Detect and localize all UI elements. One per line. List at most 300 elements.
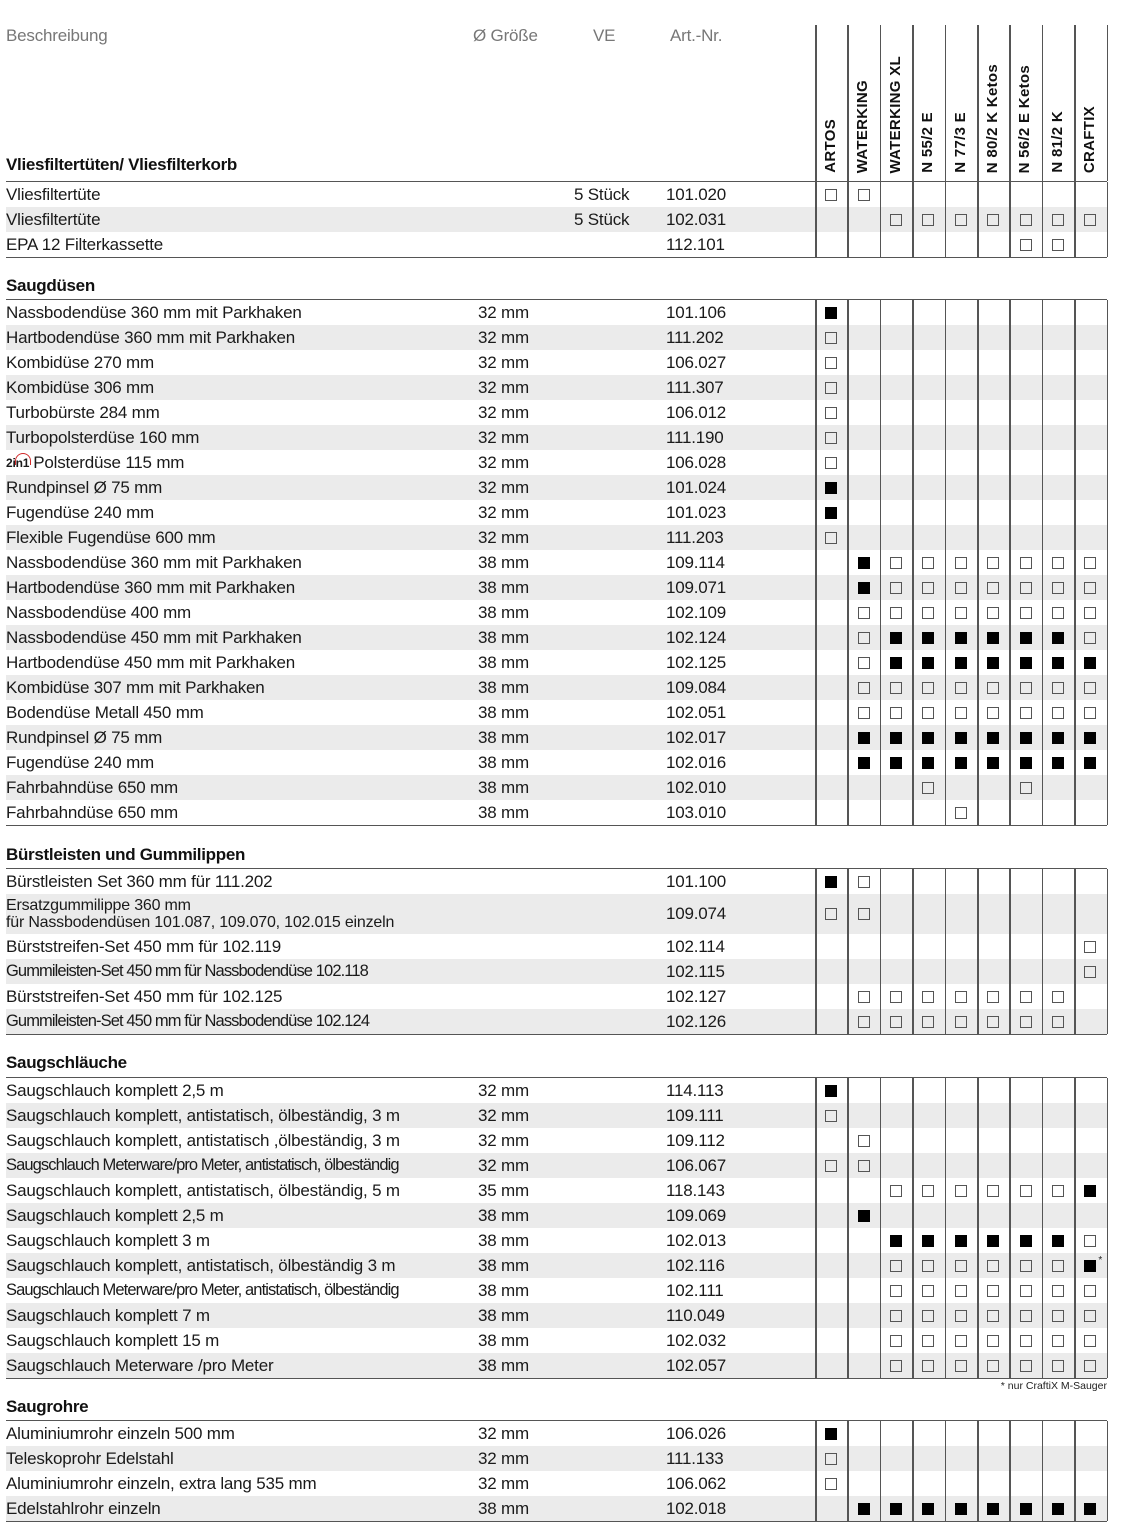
article-number: 112.101 [666,234,725,254]
filled-square-icon-craftix [1084,1254,1103,1272]
article-number: 102.109 [666,602,727,622]
size: 32 mm [478,502,529,522]
article-number: 102.127 [666,986,727,1006]
open-square-icon-craftix [1084,707,1096,719]
filled-square-icon-artos [825,1085,837,1097]
open-square-icon-n-77-3-e [955,1360,967,1372]
column-header-size: Ø Größe [473,26,538,45]
open-square-icon-waterking [858,607,870,619]
section-table-b-rstleisten-und-gummilippen [6,868,1107,1035]
article-number: 101.106 [666,302,727,322]
filled-square-icon-n-77-3-e [955,632,967,644]
open-square-icon-waterking-xl [890,1285,902,1297]
description-text: Bürststreifen-Set 450 mm für 102.125 [6,986,283,1006]
description-text: Nassbodendüse 450 mm mit Parkhaken [6,627,302,647]
open-square-icon-n-81-2-k [1052,682,1064,694]
open-square-icon-n-77-3-e [955,557,967,569]
open-square-icon-waterking-xl [890,1016,902,1028]
compatibility-marks [815,375,1107,400]
description [6,232,163,257]
description-text: Bürstleisten Set 360 mm für 111.202 [6,871,273,891]
filled-square-icon-n-81-2-k [1052,657,1064,669]
filled-square-icon-n-80-2-k-ketos [987,632,999,644]
description-text: Saugschlauch komplett, antistatisch, ölbeständig, 3 m [6,1105,400,1125]
table-row [6,400,1107,425]
model-column-headers [815,25,1107,181]
filled-square-icon-n-77-3-e [955,1235,967,1247]
open-square-icon-artos [825,332,837,344]
description-text: Gummileisten-Set 450 mm für Nassbodendüse 102.118 [6,962,368,980]
open-square-icon-waterking-xl [890,214,902,226]
compatibility-marks [815,232,1107,257]
open-square-icon-n-56-2-e-ketos [1020,214,1032,226]
filled-square-icon-waterking-xl [890,632,902,644]
filled-square-icon-n-81-2-k [1052,732,1064,744]
open-square-icon-artos [825,432,837,444]
open-square-icon-n-81-2-k [1052,1310,1064,1322]
description-text: Fahrbahndüse 650 mm [6,802,178,822]
table-row [6,1103,1107,1128]
open-square-icon-craftix [1084,1310,1096,1322]
filled-square-icon-n-56-2-e-ketos [1020,732,1032,744]
article-number: 102.032 [666,1330,727,1350]
size: 38 mm [478,577,529,597]
description-text: Kombidüse 306 mm [6,377,154,397]
open-square-icon-n-80-2-k-ketos [987,1335,999,1347]
open-square-icon-n-56-2-e-ketos [1020,239,1032,251]
compatibility-marks [815,984,1107,1009]
table-row [6,1353,1107,1378]
compatibility-marks [815,1228,1107,1253]
open-square-icon-n-56-2-e-ketos [1020,607,1032,619]
table-row [6,894,1107,934]
filled-square-icon-n-80-2-k-ketos [987,1235,999,1247]
article-number: 102.017 [666,727,727,747]
open-square-icon-craftix [1084,214,1096,226]
open-square-icon-n-55-2-e [922,1335,934,1347]
table-row [6,775,1107,800]
size: 32 mm [478,427,529,447]
table-row [6,700,1107,725]
compatibility-marks [815,934,1107,959]
article-number: 102.051 [666,702,727,722]
model-header-artos: ARTOS [822,119,839,173]
size: 32 mm [478,352,529,372]
footnote-asterisk: * [1098,1254,1103,1266]
section-table-saugschl-uche [6,1077,1107,1379]
open-square-icon-waterking-xl [890,1185,902,1197]
open-square-icon-artos [825,1160,837,1172]
description [6,1153,399,1178]
description [6,675,265,700]
article-number: 111.190 [666,427,724,447]
table-row [6,1253,1107,1278]
description-text: Rundpinsel Ø 75 mm [6,477,163,497]
open-square-icon-n-55-2-e [922,1310,934,1322]
description [6,1446,174,1471]
open-square-icon-artos [825,1478,837,1490]
article-number: 102.116 [666,1255,725,1275]
filled-square-icon-n-77-3-e [955,1503,967,1515]
article-number: 110.049 [666,1305,725,1325]
description [6,1303,210,1328]
open-square-icon-waterking-xl [890,682,902,694]
open-square-icon-waterking [858,657,870,669]
open-square-icon-n-80-2-k-ketos [987,1260,999,1272]
column-divider [815,25,817,181]
column-divider [880,25,882,181]
compatibility-marks [815,1128,1107,1153]
description-text: Flexible Fugendüse 600 mm [6,527,216,547]
open-square-icon-n-80-2-k-ketos [987,991,999,1003]
filled-square-icon-craftix [1084,732,1096,744]
table-row [6,750,1107,775]
open-square-icon-n-81-2-k [1052,214,1064,226]
article-number: 114.113 [666,1080,724,1100]
open-square-icon-n-55-2-e [922,991,934,1003]
description-text: Gummileisten-Set 450 mm für Nassbodendüse 102.124 [6,1012,370,1030]
compatibility-marks [815,800,1107,825]
open-square-icon-n-77-3-e [955,1310,967,1322]
description [6,1228,210,1253]
table-row [6,325,1107,350]
compatibility-marks [815,575,1107,600]
compatibility-marks [815,425,1107,450]
open-square-icon-n-55-2-e [922,582,934,594]
table-row [6,475,1107,500]
size: 38 mm [478,702,529,722]
article-number: 111.202 [666,327,724,347]
open-square-icon-artos [825,382,837,394]
description-text: Nassbodendüse 360 mm mit Parkhaken [6,552,302,572]
compatibility-marks [815,182,1107,207]
size: 32 mm [478,1105,529,1125]
size: 38 mm [478,1230,529,1250]
description-text: Fugendüse 240 mm [6,752,154,772]
open-square-icon-waterking-xl [890,1260,902,1272]
description-text: Fugendüse 240 mm [6,502,154,522]
section-title: Vliesfiltertüten/ Vliesfilterkorb [6,155,237,174]
description [6,700,204,725]
description-text: Saugschlauch Meterware/pro Meter, antistatisch, ölbeständig [6,1156,399,1174]
table-row [6,300,1107,325]
compatibility-marks [815,550,1107,575]
open-square-icon-n-55-2-e [922,1285,934,1297]
size: 32 mm [478,302,529,322]
article-number: 102.031 [666,209,727,229]
description [6,525,216,550]
column-divider [945,25,947,181]
table-row [6,1328,1107,1353]
compatibility-marks [815,600,1107,625]
table-row [6,1228,1107,1253]
open-square-icon-n-81-2-k [1052,1185,1064,1197]
filled-square-icon-waterking [858,1210,870,1222]
column-header-description: Beschreibung [6,26,108,45]
table-row [6,1421,1107,1446]
compatibility-marks [815,1421,1107,1446]
description [6,350,154,375]
article-number: 106.027 [666,352,727,372]
compatibility-marks [815,500,1107,525]
article-number: 102.126 [666,1011,727,1031]
description-text: Turbobürste 284 mm [6,402,160,422]
compatibility-marks [815,1103,1107,1128]
open-square-icon-n-77-3-e [955,1260,967,1272]
column-divider [977,25,979,181]
open-square-icon-n-56-2-e-ketos [1020,707,1032,719]
article-number: 111.307 [666,377,724,397]
table-row [6,934,1107,959]
filled-square-icon-craftix [1084,1503,1096,1515]
open-square-icon-n-56-2-e-ketos [1020,1335,1032,1347]
open-square-icon-n-77-3-e [955,582,967,594]
compatibility-marks [815,1203,1107,1228]
compatibility-marks [815,1303,1107,1328]
open-square-icon-n-55-2-e [922,557,934,569]
open-square-icon-waterking-xl [890,607,902,619]
compatibility-marks [815,725,1107,750]
filled-square-icon-n-81-2-k [1052,1503,1064,1515]
article-number: 118.143 [666,1180,725,1200]
open-square-icon-n-55-2-e [922,682,934,694]
description-text: Saugschlauch Meterware /pro Meter [6,1355,274,1375]
open-square-icon-waterking-xl [890,582,902,594]
size: 38 mm [478,552,529,572]
open-square-icon-n-56-2-e-ketos [1020,1285,1032,1297]
open-square-icon-n-81-2-k [1052,1016,1064,1028]
open-square-icon-waterking [858,1160,870,1172]
description [6,450,184,475]
filled-square-icon-n-80-2-k-ketos [987,757,999,769]
open-square-icon-n-56-2-e-ketos [1020,582,1032,594]
article-number: 101.024 [666,477,727,497]
model-header-n-80-2-k-ketos: N 80/2 K Ketos [984,63,1001,173]
table-row [6,725,1107,750]
description [6,300,302,325]
compatibility-marks [815,1078,1107,1103]
filled-square-icon-n-80-2-k-ketos [987,657,999,669]
model-header-craftix: CRAFTIX [1081,105,1099,173]
description [6,1178,400,1203]
article-number: 111.203 [666,527,724,547]
description [6,1128,400,1153]
model-header-waterking-xl: WATERKING XL [886,55,904,173]
filled-square-icon-n-77-3-e [955,657,967,669]
filled-square-icon-n-55-2-e [922,1503,934,1515]
filled-square-icon-n-77-3-e [955,732,967,744]
open-square-icon-n-55-2-e [922,707,934,719]
table-row [6,1203,1107,1228]
article-number: 109.112 [666,1130,725,1150]
open-square-icon-artos [825,457,837,469]
model-header-waterking: WATERKING [854,79,872,173]
description-text: Aluminiumrohr einzeln 500 mm [6,1423,235,1443]
compatibility-marks [815,1446,1107,1471]
compatibility-marks [815,1471,1107,1496]
description-text: Saugschlauch komplett, antistatisch, ölbeständig 3 m [6,1255,396,1275]
open-square-icon-craftix [1084,1335,1096,1347]
description-text: Edelstahlrohr einzeln [6,1498,161,1518]
table-row [6,500,1107,525]
open-square-icon-n-55-2-e [922,782,934,794]
filled-square-icon-artos [825,1428,837,1440]
open-square-icon-waterking-xl [890,1360,902,1372]
filled-square-icon-waterking [858,732,870,744]
table-row [6,232,1107,257]
open-square-icon-n-77-3-e [955,991,967,1003]
table-row [6,425,1107,450]
column-divider [1009,25,1011,181]
compatibility-marks [815,207,1107,232]
packaging-unit: 5 Stück [574,184,630,204]
article-number: 102.124 [666,627,727,647]
open-square-icon-waterking [858,682,870,694]
open-square-icon-n-80-2-k-ketos [987,1285,999,1297]
table-row [6,525,1107,550]
article-number: 109.084 [666,677,727,697]
description [6,800,178,825]
open-square-icon-n-56-2-e-ketos [1020,782,1032,794]
open-square-icon-waterking [858,1016,870,1028]
open-square-icon-n-77-3-e [955,807,967,819]
filled-square-icon-n-55-2-e [922,732,934,744]
open-square-icon-n-55-2-e [922,1260,934,1272]
description [6,1253,395,1278]
open-square-icon-waterking-xl [890,557,902,569]
size: 38 mm [478,677,529,697]
size: 38 mm [478,1305,529,1325]
compatibility-marks [815,475,1107,500]
column-header-ve: VE [593,26,616,45]
packaging-unit: 5 Stück [574,209,630,229]
description [6,400,160,425]
table-row [6,1303,1107,1328]
column-header-article-number: Art.-Nr. [670,26,723,45]
compatibility-marks [815,1278,1107,1303]
open-square-icon-waterking-xl [890,1310,902,1322]
compatibility-marks [815,650,1107,675]
size: 38 mm [478,777,529,797]
compatibility-marks [815,1328,1107,1353]
compatibility-marks [815,675,1107,700]
open-square-icon-n-56-2-e-ketos [1020,1185,1032,1197]
model-header-n-56-2-e-ketos: N 56/2 E Ketos [1016,64,1034,173]
open-square-icon-n-80-2-k-ketos [987,582,999,594]
table-row [6,625,1107,650]
open-square-icon-waterking [858,991,870,1003]
description [6,750,154,775]
table-row [6,675,1107,700]
filled-square-icon-craftix [1084,1185,1096,1197]
open-square-icon-n-77-3-e [955,1016,967,1028]
size: 32 mm [478,477,529,497]
open-square-icon-n-80-2-k-ketos [987,1360,999,1372]
description [6,725,162,750]
open-square-icon-craftix [1084,557,1096,569]
two-in-one-arc-icon [15,453,31,465]
open-square-icon-craftix [1084,682,1096,694]
description-text: Polsterdüse 115 mm [33,452,185,472]
filled-square-icon-n-56-2-e-ketos [1020,1503,1032,1515]
article-number: 106.012 [666,402,727,422]
column-divider [847,25,849,181]
compatibility-marks [815,1009,1107,1034]
compatibility-marks [815,700,1107,725]
open-square-icon-waterking [858,707,870,719]
description [6,650,295,675]
two-in-one-icon: 2in1 [6,456,29,470]
description [6,1278,399,1303]
size: 38 mm [478,802,529,822]
open-square-icon-n-55-2-e [922,1016,934,1028]
table-row [6,575,1107,600]
article-number: 106.067 [666,1155,727,1175]
description [6,1078,224,1103]
filled-square-icon-n-56-2-e-ketos [1020,1235,1032,1247]
open-square-icon-craftix [1084,966,1096,978]
open-square-icon-n-56-2-e-ketos [1020,682,1032,694]
description [6,1353,273,1378]
filled-square-icon-waterking-xl [890,757,902,769]
description [6,869,272,894]
open-square-icon-n-77-3-e [955,1185,967,1197]
filled-square-icon-n-55-2-e [922,757,934,769]
open-square-icon-n-56-2-e-ketos [1020,1016,1032,1028]
size: 38 mm [478,652,529,672]
article-number: 101.100 [666,871,727,891]
open-square-icon-n-81-2-k [1052,1360,1064,1372]
size: 32 mm [478,452,529,472]
filled-square-icon-waterking-xl [890,657,902,669]
description-text: Nassbodendüse 360 mm mit Parkhaken [6,302,302,322]
filled-square-icon-n-56-2-e-ketos [1020,657,1032,669]
model-header-n-55-2-e: N 55/2 E [919,112,937,173]
description-text: Bodendüse Metall 450 mm [6,702,204,722]
description [6,1471,316,1496]
filled-square-icon-waterking-xl [890,1235,902,1247]
open-square-icon-craftix [1084,941,1096,953]
open-square-icon-n-80-2-k-ketos [987,1310,999,1322]
open-square-icon-n-56-2-e-ketos [1020,1310,1032,1322]
description [6,1496,161,1521]
size: 32 mm [478,1080,529,1100]
size: 38 mm [478,752,529,772]
filled-square-icon-n-81-2-k [1052,1235,1064,1247]
size: 35 mm [478,1180,529,1200]
description [6,325,295,350]
size: 32 mm [478,402,529,422]
description [6,1421,235,1446]
article-number: 109.069 [666,1205,727,1225]
description-text: Turbopolsterdüse 160 mm [6,427,200,447]
open-square-icon-n-56-2-e-ketos [1020,991,1032,1003]
filled-square-icon-n-56-2-e-ketos [1020,632,1032,644]
size: 38 mm [478,1355,529,1375]
article-number: 111.133 [666,1448,724,1468]
article-number: 109.074 [666,904,727,923]
description-text: Saugschlauch komplett 7 m [6,1305,210,1325]
filled-square-icon-n-55-2-e [922,632,934,644]
description [6,550,302,575]
table-row [6,1278,1107,1303]
open-square-icon-n-80-2-k-ketos [987,707,999,719]
open-square-icon-n-81-2-k [1052,707,1064,719]
table-row [6,550,1107,575]
article-number: 102.111 [666,1280,724,1300]
section-table-saugrohre [6,1420,1107,1522]
description [6,425,199,450]
